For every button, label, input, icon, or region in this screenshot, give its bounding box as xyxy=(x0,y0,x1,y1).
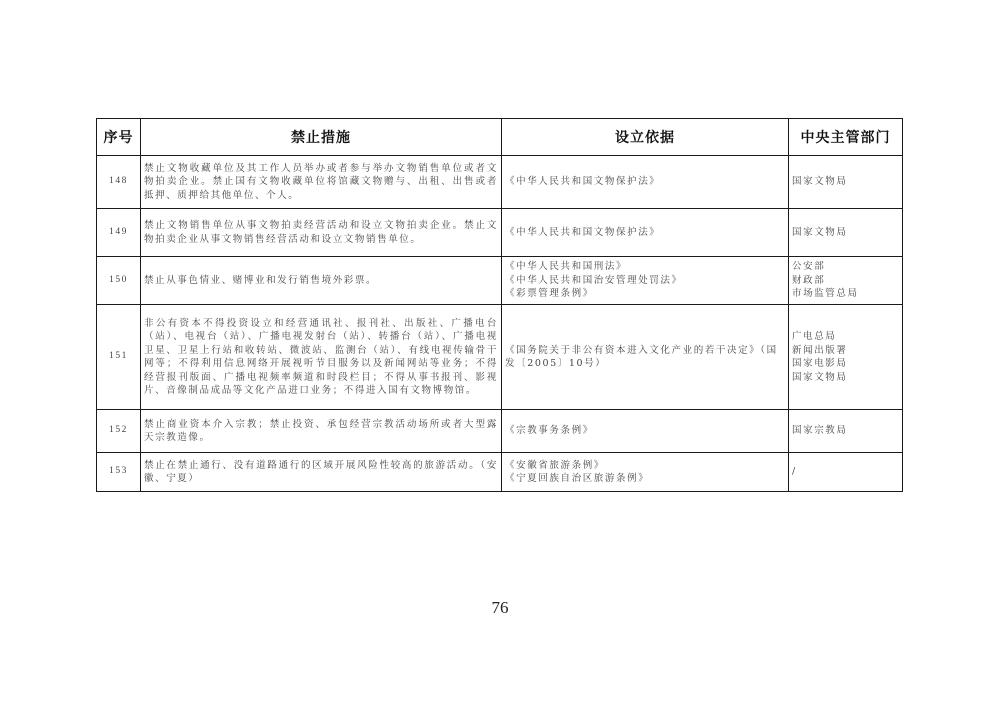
row-basis xyxy=(502,410,789,453)
row-department xyxy=(789,410,903,453)
row-basis xyxy=(502,209,789,257)
row-department xyxy=(789,305,903,410)
page-number: 76 xyxy=(491,598,509,617)
basis-item: 《中华人民共和国文物保护法》 xyxy=(505,226,661,238)
basis-item: 《中华人民共和国文物保护法》 xyxy=(505,176,661,188)
row-basis xyxy=(502,257,789,305)
basis-item: 《彩票管理条例》 xyxy=(505,288,594,300)
department-item: 新闻出版署 xyxy=(792,344,848,356)
basis-item: 《中华人民共和国刑法》 xyxy=(505,261,628,273)
header-department: 中央主管部门 xyxy=(789,119,903,156)
row-measure: 非公有资本不得投资设立和经营通讯社、报刊社、出版社、广播电台（站）、电视台（站）、广播电视发射台（站）、转播台（站）、广播电视卫星、卫星上行站和收转站、微波站、监测台（站）、有线电视传输骨干网等；不得利用信息网络开展视听节目服务以及新闻网站等业务；不得经营报刊版面、广播电视频率频道和时段栏目；不得从事书报刊、影视片、音像制品成品等文化产品进口业务；不得进入国有文物博物馆。 xyxy=(141,305,502,410)
row-basis xyxy=(502,305,789,410)
table-header-row xyxy=(97,119,903,156)
department-item: 公安部 xyxy=(792,261,826,273)
header-number: 序号 xyxy=(97,119,141,156)
row-department xyxy=(789,156,903,209)
table-row xyxy=(97,305,903,410)
department-item: 广电总局 xyxy=(792,331,837,342)
row-number: 153 xyxy=(97,453,141,492)
department-item: / xyxy=(792,466,797,478)
table-row xyxy=(97,410,903,453)
basis-item: 《宗教事务条例》 xyxy=(505,425,594,437)
row-department xyxy=(789,209,903,257)
header-basis: 设立依据 xyxy=(502,119,789,156)
table-row xyxy=(97,257,903,305)
row-measure: 禁止文物销售单位从事文物拍卖经营活动和设立文物拍卖企业。禁止文物拍卖企业从事文物销售经营活动和设立文物销售单位。 xyxy=(141,209,502,257)
department-item: 市场监管总局 xyxy=(792,288,859,300)
table-row xyxy=(97,156,903,209)
department-item: 国家电影局 xyxy=(792,358,848,369)
table-row xyxy=(97,453,903,492)
department-item: 国家文物局 xyxy=(792,176,848,188)
basis-item: 《宁夏回族自治区旅游条例》 xyxy=(505,473,650,484)
basis-item: 《国务院关于非公有资本进入文化产业的若干决定》（国发〔2005〕10号） xyxy=(505,344,778,369)
row-number: 150 xyxy=(97,257,141,305)
row-measure: 禁止文物收藏单位及其工作人员举办或者参与举办文物销售单位或者文物拍卖企业。禁止国有文物收藏单位将馆藏文物赠与、出租、出售或者抵押、质押给其他单位、个人。 xyxy=(141,156,502,209)
header-measure: 禁止措施 xyxy=(141,119,502,156)
row-department xyxy=(789,257,903,305)
row-measure: 禁止商业资本介入宗教；禁止投资、承包经营宗教活动场所或者大型露天宗教造像。 xyxy=(141,410,502,453)
row-number: 152 xyxy=(97,410,141,453)
row-basis xyxy=(502,453,789,492)
row-measure: 禁止在禁止通行、没有道路通行的区域开展风险性较高的旅游活动。（安徽、宁夏） xyxy=(141,453,502,492)
row-department xyxy=(789,453,903,492)
row-number: 151 xyxy=(97,305,141,410)
department-item: 国家文物局 xyxy=(792,226,848,238)
basis-item: 《中华人民共和国治安管理处罚法》 xyxy=(505,274,683,286)
row-number: 149 xyxy=(97,209,141,257)
row-basis xyxy=(502,156,789,209)
department-item: 国家文物局 xyxy=(792,371,848,383)
table-row xyxy=(97,209,903,257)
department-item: 国家宗教局 xyxy=(792,425,848,437)
prohibited-measures-table xyxy=(96,118,903,492)
row-measure: 禁止从事色情业、赌博业和发行销售境外彩票。 xyxy=(141,257,502,305)
row-number: 148 xyxy=(97,156,141,209)
basis-item: 《安徽省旅游条例》 xyxy=(505,459,605,471)
department-item: 财政部 xyxy=(792,274,826,286)
